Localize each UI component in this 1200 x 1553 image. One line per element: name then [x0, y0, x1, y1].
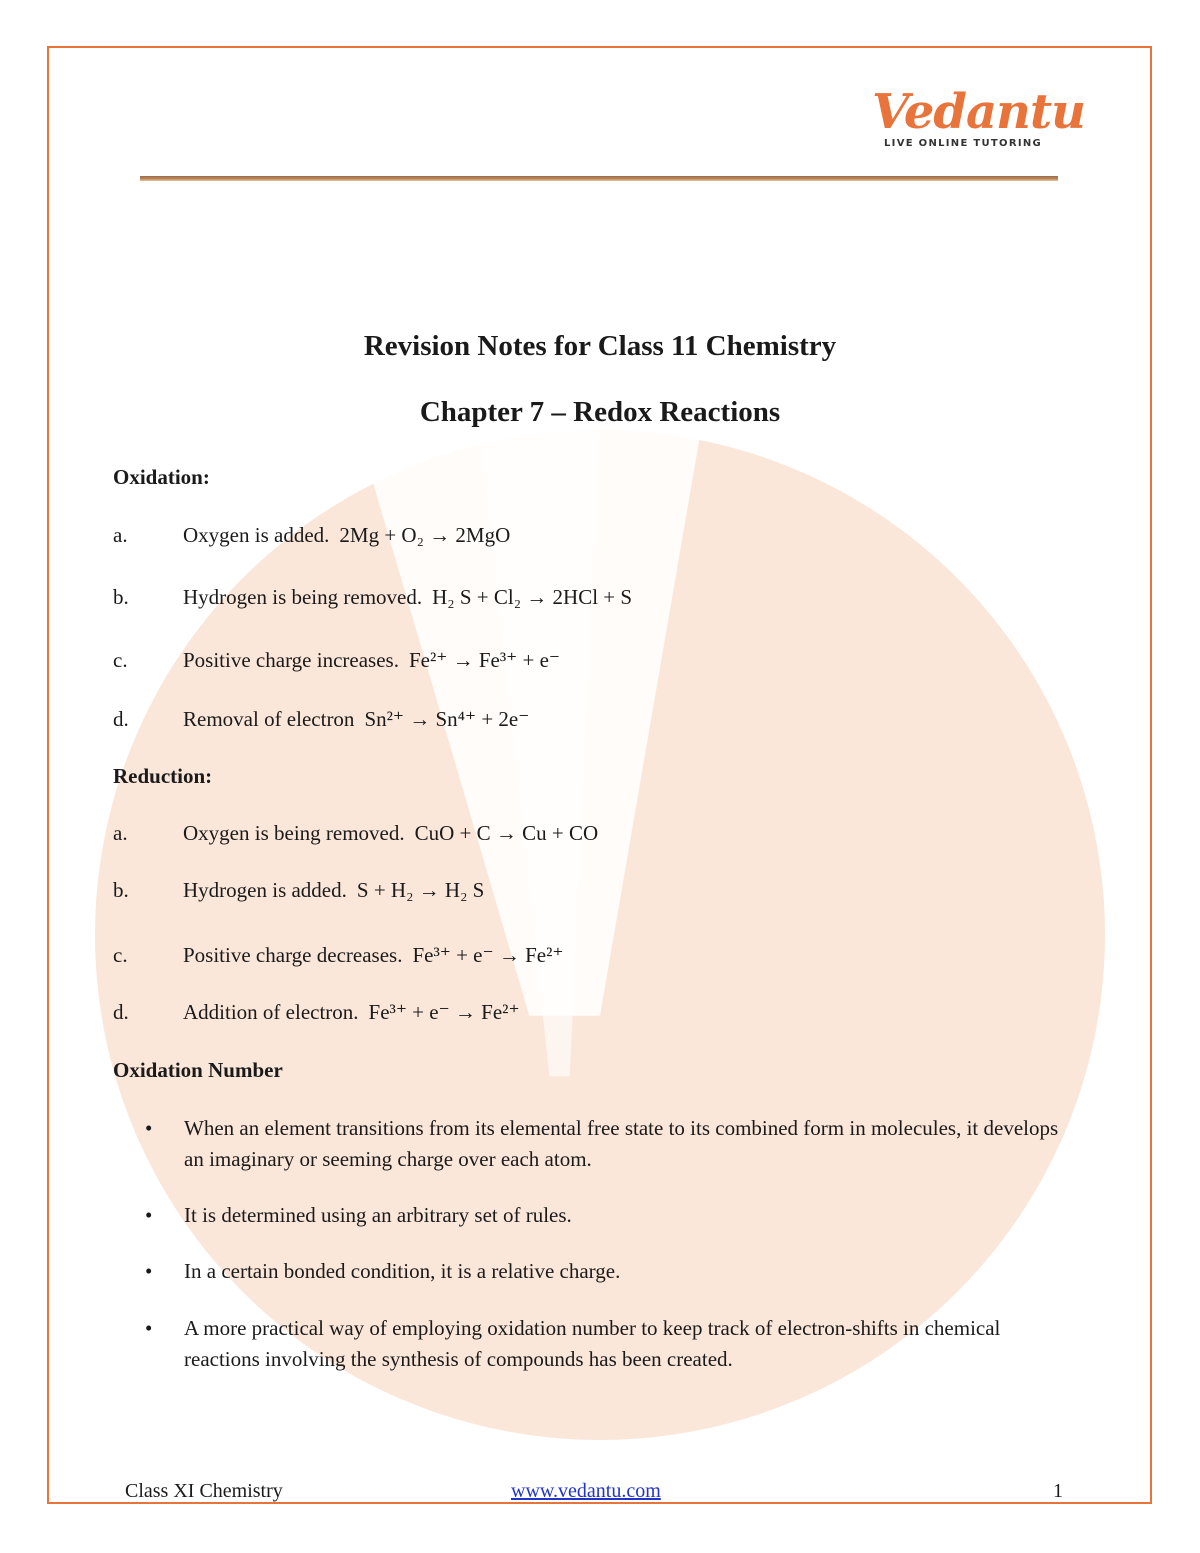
- bullet-dot-icon: •: [145, 1259, 153, 1283]
- vedantu-logo: [872, 84, 1086, 156]
- oxidation-number-heading: Oxidation Number: [113, 1058, 283, 1082]
- oxidation-item-b: [113, 585, 632, 610]
- footer-website-link[interactable]: www.vedantu.com: [511, 1480, 661, 1502]
- bullet-text: When an element transitions from its elemental free state to its combined form in molecules, it develops an imaginary or seeming charge over each atom.: [184, 1116, 1059, 1171]
- item-equation: Fe³⁺ + e⁻ → Fe²⁺: [368, 1000, 520, 1024]
- item-text: Positive charge increases.: [183, 648, 399, 672]
- bullet-text: In a certain bonded condition, it is a relative charge.: [184, 1259, 621, 1283]
- reduction-heading: Reduction:: [113, 764, 213, 788]
- logo-tagline: LIVE ONLINE TUTORING: [884, 138, 1043, 149]
- item-letter: d.: [113, 707, 129, 731]
- item-equation: H₂ S + Cl₂ → 2HCl + S: [432, 585, 633, 609]
- logo-wordmark: Vedantu: [872, 84, 1086, 140]
- oxidation-item-a: [113, 523, 510, 548]
- item-letter: a.: [113, 821, 128, 845]
- item-letter: c.: [113, 943, 128, 967]
- item-text: Removal of electron: [183, 707, 355, 731]
- item-equation: 2Mg + O₂ → 2MgO: [339, 523, 511, 547]
- chapter-title: Chapter 7 – Redox Reactions: [419, 396, 781, 428]
- footer-class-label: Class XI Chemistry: [125, 1480, 283, 1502]
- oxidation-heading: Oxidation:: [113, 465, 210, 489]
- item-text: Hydrogen is added.: [183, 878, 347, 902]
- page-title: Revision Notes for Class 11 Chemistry: [363, 330, 837, 362]
- item-letter: b.: [113, 585, 129, 609]
- item-equation: Sn²⁺ → Sn⁴⁺ + 2e⁻: [364, 707, 530, 731]
- item-equation: S + H₂ → H₂ S: [356, 878, 485, 902]
- item-equation: Fe²⁺ → Fe³⁺ + e⁻: [408, 648, 560, 672]
- reduction-item-d: [113, 1000, 520, 1025]
- item-text: Oxygen is being removed.: [183, 821, 405, 845]
- reduction-item-b: [113, 878, 484, 903]
- item-letter: d.: [113, 1000, 129, 1024]
- item-equation: CuO + C → Cu + CO: [414, 821, 599, 845]
- item-text: Oxygen is added.: [183, 523, 330, 547]
- vedantu-watermark-logo: [95, 430, 1105, 1440]
- item-text: Positive charge decreases.: [183, 943, 403, 967]
- page-number: 1: [1053, 1480, 1063, 1502]
- bullet-dot-icon: •: [145, 1316, 153, 1340]
- bullet-text: A more practical way of employing oxidation number to keep track of electron-shifts in chemical reactions involving the synthesis of compounds has been created.: [184, 1316, 1001, 1371]
- reduction-item-a: [113, 821, 598, 846]
- bullet-dot-icon: •: [145, 1203, 153, 1227]
- oxidation-item-c: [113, 648, 560, 673]
- item-text: Addition of electron.: [183, 1000, 359, 1024]
- item-letter: a.: [113, 523, 128, 547]
- oxidation-item-d: [113, 707, 529, 732]
- header-rule: [140, 176, 1058, 181]
- item-text: Hydrogen is being removed.: [183, 585, 423, 609]
- item-letter: c.: [113, 648, 128, 672]
- bullet-dot-icon: •: [145, 1116, 153, 1140]
- item-equation: Fe³⁺ + e⁻ → Fe²⁺: [412, 943, 564, 967]
- reduction-item-c: [113, 943, 563, 968]
- bullet-text: It is determined using an arbitrary set of rules.: [184, 1203, 572, 1227]
- item-letter: b.: [113, 878, 129, 902]
